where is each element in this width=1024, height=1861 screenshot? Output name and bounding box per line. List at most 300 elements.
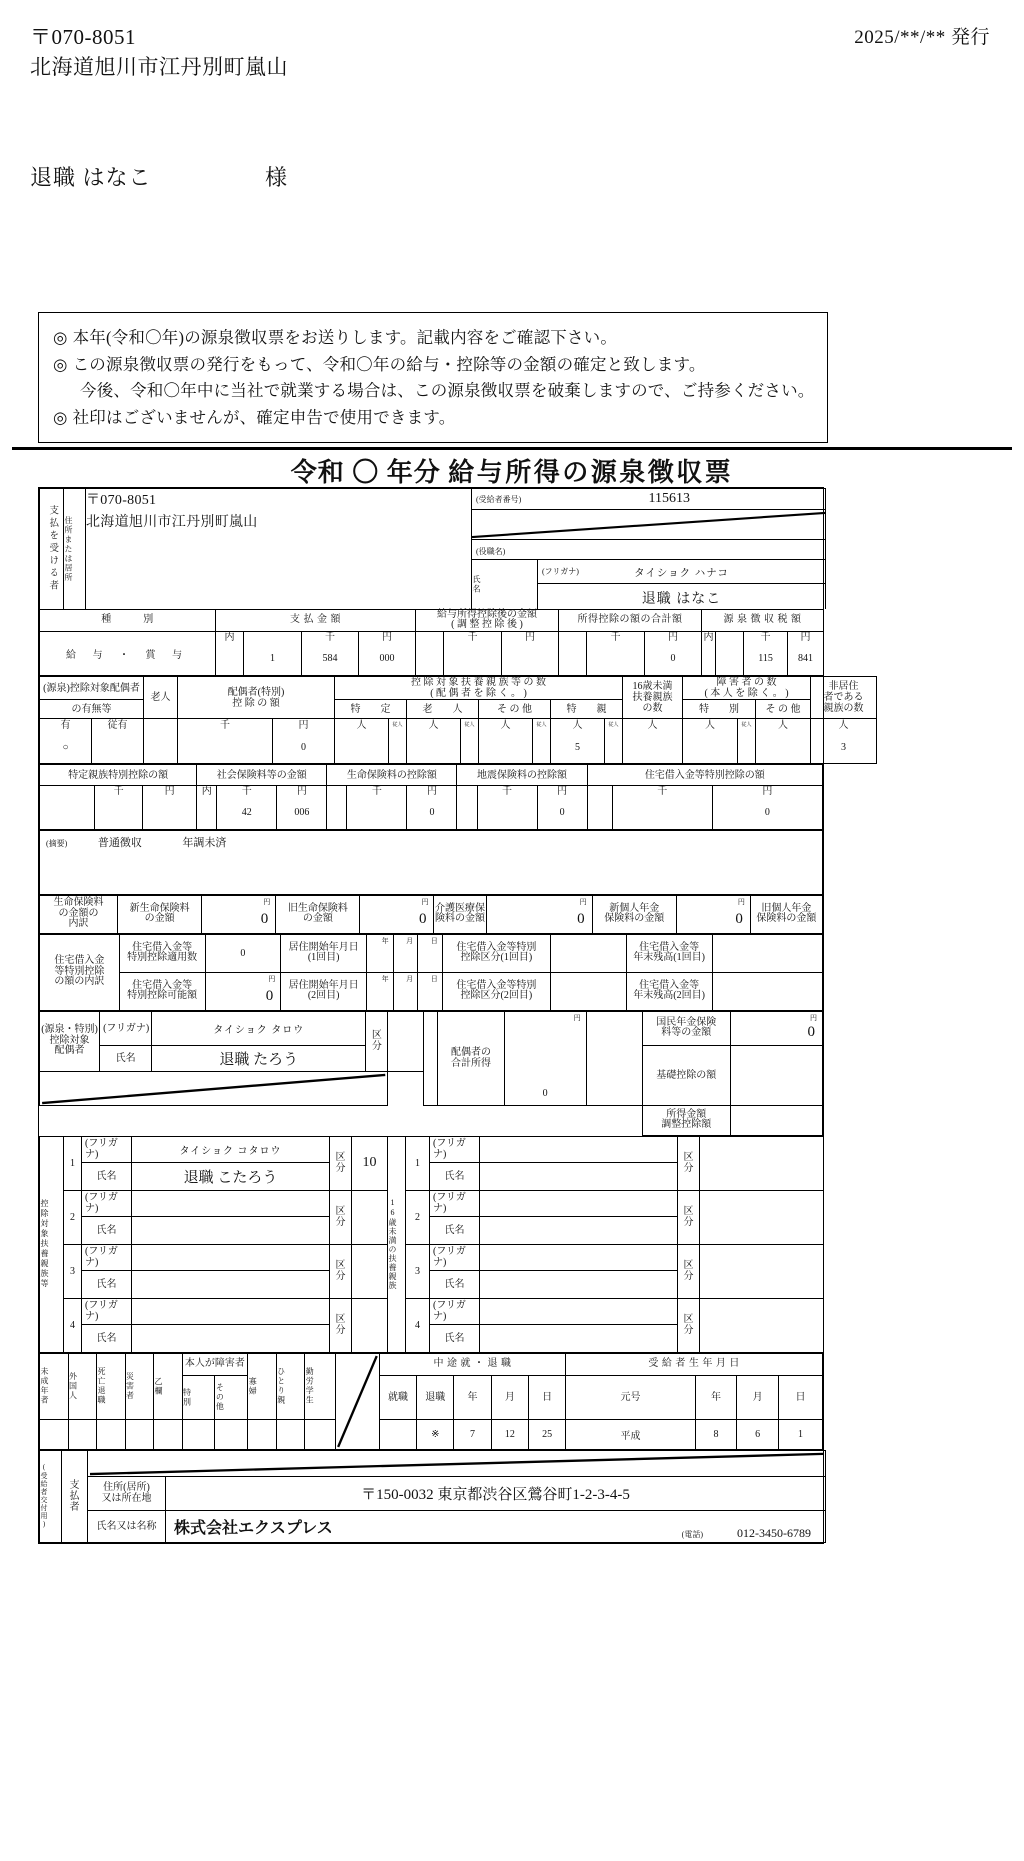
paid-en: 000: [359, 643, 416, 676]
payee-number-cell: [472, 489, 826, 510]
unit-junin-3: 従人: [533, 719, 551, 732]
unit-nin-8: 人: [811, 719, 877, 732]
dep-furigana-4: [132, 1298, 330, 1324]
ins-unit-yen-0: 円: [143, 786, 197, 798]
tax-form: [38, 487, 864, 1544]
ins-val-3-en: 0: [537, 797, 587, 829]
mid-value-year: 7: [454, 1419, 491, 1449]
basic-deduction-value: [730, 1045, 822, 1105]
afterded-en: [502, 643, 559, 676]
dep-r-furigana-label-3: (フリガナ): [430, 1244, 480, 1270]
payee-zip: 〒070-8051: [86, 493, 157, 508]
dep-r-name-3: [480, 1270, 678, 1298]
notice-bullet-icon: ◎: [53, 328, 68, 347]
disabled-col-other: そ の 他: [756, 700, 811, 719]
dep-col-elderly: 老 人: [407, 700, 479, 719]
payer-name-value: 株式会社エクスプレス: [174, 1519, 333, 1537]
insurance-header-1: 社会保険料等の金額: [197, 765, 327, 786]
dep-col-other: そ の 他: [479, 700, 551, 719]
unit-yen4: 円: [788, 631, 824, 643]
issue-date: 2025/**/** 発行: [854, 27, 990, 48]
birth-col-day: 日: [778, 1375, 822, 1419]
unit-yen: 円: [359, 631, 416, 643]
pension-value: 0: [807, 1023, 815, 1040]
status-minor: 未成年者: [40, 1353, 69, 1419]
life-ins-value-3: 0: [735, 910, 743, 927]
dep-row-no-2: 2: [64, 1190, 82, 1244]
housing-r0-year: 年: [367, 934, 394, 972]
disabled-special-nin: [738, 732, 756, 764]
housing-r1-c3-value: [551, 972, 627, 1010]
income-adjust-label: 所得金額 調整控除額: [642, 1105, 730, 1135]
income-section: [39, 609, 824, 677]
status-disabled-special: 特別: [182, 1375, 215, 1419]
payee-side-label: 支払を受ける者: [40, 489, 64, 609]
income-header-paid: 支 払 金 額: [216, 609, 416, 631]
income-header-kind: 種 別: [40, 609, 216, 631]
mid-col-month: 月: [491, 1375, 528, 1419]
unit-junin-2: 従人: [461, 719, 479, 732]
dep-r-name-label-2: 氏名: [430, 1216, 480, 1244]
housing-row-label: 住宅借入金 等特別控除 の額の内訳: [40, 934, 120, 1010]
ins-unit-sen-0: 千: [95, 786, 143, 798]
life-ins-label-2: 介護医療保 険料の金額: [434, 895, 486, 933]
housing-r0-c2-label: 居住開始年月日 (1回目): [281, 934, 367, 972]
mid-value-month: 12: [491, 1419, 528, 1449]
notice-line-2: ◎ この源泉徴収票の発行をもって、令和〇年の給与・控除等の金額の確定と致します。: [53, 354, 706, 374]
ins-val-3-pre: [457, 797, 477, 829]
dep-name-label-1: 氏名: [82, 1162, 132, 1190]
unit-nai2: 内: [703, 631, 714, 643]
unit-nin-7: 人: [756, 719, 811, 732]
insurance-section: [39, 764, 823, 830]
spouse-diagonal-cell: [40, 1071, 388, 1105]
status-disabled-other: その他: [215, 1375, 248, 1419]
remarks-text-2: 年調未済: [182, 836, 227, 849]
dep-r-furigana-4: [480, 1298, 678, 1324]
birth-value-era: 平成: [566, 1419, 695, 1449]
nonresident-count-value: 3: [811, 732, 877, 764]
spouse-dependents-section: [39, 676, 877, 764]
birth-col-month: 月: [737, 1375, 779, 1419]
life-ins-value-1: 0: [418, 910, 427, 927]
insurance-header-0: 特定親族特別控除の額: [40, 765, 197, 786]
ins-val-4-en: 0: [712, 797, 822, 829]
life-ins-value-2-cell: [486, 895, 592, 933]
spouse-furigana-label: (フリガナ): [100, 1011, 152, 1045]
ins-unit-yen-4: 円: [712, 786, 822, 798]
notice-bullet-icon: ◎: [53, 408, 68, 428]
dep-furigana-label-2: (フリガナ): [82, 1190, 132, 1216]
unit-blank4: [716, 631, 744, 643]
addressee-honorific: 様: [265, 164, 289, 190]
spouse-special-amount: 0: [273, 732, 335, 764]
totalded-sen: [587, 643, 645, 676]
payee-furigana-label: (フリガナ): [542, 567, 579, 577]
dep-name-label-4: 氏名: [82, 1324, 132, 1352]
dep-r-kubun-value-2: [700, 1190, 824, 1244]
ins-unit-blank-4: [587, 786, 612, 798]
dep-r-kubun-label-3: 区 分: [678, 1244, 700, 1298]
pension-value-cell: 円 0: [730, 1011, 822, 1045]
dep-name-3: [132, 1270, 330, 1298]
mid-col-retire: 退職: [417, 1375, 454, 1419]
ins-unit-blank-2: [327, 786, 347, 798]
payee-name-cell: [538, 560, 826, 609]
notice-bullet-icon: ◎: [53, 354, 68, 374]
dep-specific-value: [335, 732, 389, 764]
unit-blank3: [559, 631, 587, 643]
spouse-header-2: の有無等: [40, 700, 144, 719]
payee-position-cell: [472, 540, 826, 560]
ins-unit-nai-1: 内: [197, 786, 217, 798]
payee-number-value: 115613: [648, 491, 690, 506]
payer-phone-value: 012-3450-6789: [737, 1525, 811, 1540]
dependents-left-side-label: 控除対象扶養親族等: [40, 1136, 64, 1352]
notice-box: [38, 312, 828, 443]
dep-elderly-ju: [461, 732, 479, 764]
ins-val-2-sen: [347, 797, 407, 829]
housing-r1-c2-label: 居住開始年月日 (2回目): [281, 972, 367, 1010]
dep-furigana-2: [132, 1190, 330, 1216]
housing-r1-c4-label: 住宅借入金等 年末残高(2回目): [626, 972, 712, 1010]
spouse-header-1: (源泉)控除対象配偶者: [40, 677, 144, 700]
spouse-kubun-value: [388, 1011, 424, 1071]
housing-r0-c3-label: 住宅借入金等特別 控除区分(1回目): [442, 934, 550, 972]
insurance-header-4: 住宅借入金等特別控除の額: [587, 765, 822, 786]
housing-r0-c3-value: [551, 934, 627, 972]
under16-count-value: [623, 732, 683, 764]
remarks-label: (摘要): [46, 838, 68, 848]
life-ins-label-0: 新生命保険料 の金額: [118, 895, 202, 933]
life-ins-label-1: 旧生命保険料 の金額: [276, 895, 360, 933]
ins-unit-yen-2: 円: [407, 786, 457, 798]
payee-address-label: 住所または居所: [64, 489, 86, 609]
ins-unit-sen-4: 千: [612, 786, 712, 798]
dep-row-no-4: 4: [64, 1298, 82, 1352]
unit-sen: 千: [302, 631, 359, 643]
status-disaster: 災害者: [125, 1353, 154, 1419]
ins-val-3-sen: [477, 797, 537, 829]
ins-val-0-pre: [40, 797, 95, 829]
dependents-header: 控 除 対 象 扶 養 親 族 等 の 数 ( 配 偶 者 を 除 く 。 ): [335, 677, 623, 700]
ins-unit-blank-3: [457, 786, 477, 798]
ins-unit-blank-0: [40, 786, 95, 798]
unit-sen3: 千: [587, 631, 645, 643]
ins-val-1-pre: [197, 797, 217, 829]
ins-val-0-en: [143, 797, 197, 829]
payer-phone-label: (電話): [681, 1529, 703, 1539]
payer-address-label: 住所(居所) 又は所在地: [88, 1476, 166, 1510]
unit-sen2: 千: [444, 631, 502, 643]
life-ins-value-2: 0: [577, 910, 585, 927]
dep-kubun-value-1: 10: [352, 1136, 388, 1190]
status-minor-value: [40, 1419, 69, 1449]
spouse-income-value-cell: 円 0: [504, 1011, 586, 1105]
mid-col-day: 日: [528, 1375, 565, 1419]
paid-oku: [216, 643, 244, 676]
status-single-parent-value: [276, 1419, 305, 1449]
unit-nin-3: 人: [479, 719, 533, 732]
income-header-withholding: 源 泉 徴 収 税 額: [702, 609, 824, 631]
dep-furigana-label-3: (フリガナ): [82, 1244, 132, 1270]
dep-col-specific: 特 定: [335, 700, 407, 719]
dep-kubun-label-2: 区 分: [330, 1190, 352, 1244]
housing-r1-year: 年: [367, 972, 394, 1010]
birth-value-month: 6: [737, 1419, 779, 1449]
dep-furigana-label-1: (フリガナ): [82, 1136, 132, 1162]
dep-kubun-value-3: [352, 1244, 388, 1298]
dep-r-furigana-1: [480, 1136, 678, 1162]
spouse-detail-section: [39, 1011, 823, 1136]
mid-value-day: 25: [528, 1419, 565, 1449]
income-adjust-value: [730, 1105, 822, 1135]
spouse-kubun-label: 区 分: [366, 1011, 388, 1071]
payer-name-label: 氏名又は名称: [88, 1510, 166, 1542]
housing-r0-c4-value: [712, 934, 822, 972]
payee-furigana-value: タイショク ハナコ: [634, 568, 729, 580]
unit-nin-5: 人: [623, 719, 683, 732]
housing-r0-day: 日: [418, 934, 443, 972]
payee-position-label: (役職名): [476, 546, 506, 556]
ins-val-4-sen: [612, 797, 712, 829]
disabled-special-value: [683, 732, 738, 764]
paid-man: 1: [244, 643, 302, 676]
housing-r0-month: 月: [393, 934, 418, 972]
housing-r1-c4-value: [712, 972, 822, 1010]
status-otsu-value: [154, 1419, 183, 1449]
paid-sen: 584: [302, 643, 359, 676]
birth-header: 受 給 者 生 年 月 日: [566, 1353, 823, 1375]
unit-nin-2: 人: [407, 719, 461, 732]
form-title: [0, 452, 1024, 489]
birth-value-day: 1: [778, 1419, 822, 1449]
unit-nai: 内: [216, 631, 244, 643]
payee-address-cell: [86, 489, 472, 609]
life-ins-value-1-cell: [360, 895, 434, 933]
payee-number-label: (受給者番号): [476, 494, 522, 504]
payer-diagonal: [88, 1450, 826, 1476]
spouse-follow-value: [92, 732, 144, 764]
life-ins-unit-1: 円: [421, 897, 429, 906]
insurance-header-2: 生命保険料の控除額: [327, 765, 457, 786]
dep-r-name-1: [480, 1162, 678, 1190]
housing-r0-c1-label: 住宅借入金等 特別控除適用数: [119, 934, 205, 972]
unit-blank2: [416, 631, 444, 643]
dep-r-name-label-1: 氏名: [430, 1162, 480, 1190]
life-ins-label-4: 旧個人年金 保険料の金額: [750, 895, 822, 933]
dep-r-row-no-3: 3: [406, 1244, 430, 1298]
dep-r-name-2: [480, 1216, 678, 1244]
dep-kubun-value-4: [352, 1298, 388, 1352]
ins-val-1-sen: 42: [217, 797, 277, 829]
status-widow: 寡婦: [248, 1353, 277, 1419]
dep-col-shinzoku: 特 親: [551, 700, 623, 719]
dep-furigana-1: タイショク コタロウ: [132, 1136, 330, 1162]
status-widow-value: [248, 1419, 277, 1449]
disabled-header: 障 害 者 の 数 ( 本 人 を 除 く 。 ): [683, 677, 811, 700]
status-death-retire-value: [97, 1419, 126, 1449]
disabled-other-value: [756, 732, 811, 764]
status-disaster-value: [125, 1419, 154, 1449]
status-working-student: 勤労学生: [305, 1353, 336, 1419]
payer-section: [39, 1450, 826, 1543]
dep-r-furigana-label-1: (フリガナ): [430, 1136, 480, 1162]
unit-yen3: 円: [645, 631, 702, 643]
dep-shinzoku-value: 5: [551, 732, 605, 764]
income-kind-value: 給 与 ・ 賞 与: [40, 631, 216, 676]
letterhead: [0, 0, 1024, 300]
life-ins-value-3-cell: [676, 895, 750, 933]
spouse-income-label: 配偶者の 合計所得: [438, 1011, 504, 1105]
dep-r-name-4: [480, 1324, 678, 1352]
spouse-gap-cell: [424, 1011, 438, 1105]
status-disabled-other-value: [215, 1419, 248, 1449]
unit-nin-1: 人: [335, 719, 389, 732]
withhold-sen: 115: [744, 643, 788, 676]
dep-name-4: [132, 1324, 330, 1352]
housing-loan-section: [39, 934, 823, 1011]
housing-r1-month: 月: [393, 972, 418, 1010]
payer-name-cell: [166, 1510, 826, 1542]
remarks-section: [39, 830, 823, 895]
unit-yen-spouse: 円: [273, 719, 335, 732]
dependents-right-side-label: 16歳未満の扶養親族: [388, 1136, 406, 1352]
mid-join-header: 中 途 就 ・ 退 職: [379, 1353, 565, 1375]
spouse-special-header: 配偶者(特別) 控 除 の 額: [178, 677, 335, 719]
status-single-parent: ひとり親: [276, 1353, 305, 1419]
status-otsu: 乙欄: [154, 1353, 183, 1419]
housing-r0-c4-label: 住宅借入金等 年末残高(1回目): [626, 934, 712, 972]
spouse-row-label-aru: 有: [40, 719, 92, 732]
notice-line-4: ◎ 社印はございませんが、確定申告で使用できます。: [53, 408, 456, 428]
dep-r-row-no-4: 4: [406, 1298, 430, 1352]
dep-other-value: [479, 732, 533, 764]
dep-kubun-label-4: 区 分: [330, 1298, 352, 1352]
housing-r1-c1-value-cell: 円 0: [205, 972, 281, 1010]
totalded-man: [559, 643, 587, 676]
spouse-furigana-value: タイショク タロウ: [152, 1011, 366, 1045]
remarks-cell: [40, 830, 823, 894]
form-title-main: 給与所得の源泉徴収票: [448, 458, 734, 487]
dep-furigana-label-4: (フリガナ): [82, 1298, 132, 1324]
spouse-elderly-value: [144, 732, 178, 764]
dep-elderly-nai: [407, 732, 461, 764]
life-ins-label-3: 新個人年金 保険料の金額: [592, 895, 676, 933]
dep-row-no-1: 1: [64, 1136, 82, 1190]
basic-deduction-label: 基礎控除の額: [642, 1045, 730, 1105]
withhold-en: 841: [788, 643, 824, 676]
dep-r-kubun-label-4: 区 分: [678, 1298, 700, 1352]
afterded-sen: [444, 643, 502, 676]
spouse-income-value: 0: [542, 1087, 548, 1099]
unit-blank: [244, 631, 302, 643]
life-ins-value-0-cell: [202, 895, 276, 933]
payer-side-note: (受給者交付用): [40, 1450, 62, 1542]
notice-line-1: ◎ 本年(令和〇年)の源泉徴収票をお送りします。記載内容をご確認下さい。: [53, 328, 618, 347]
status-foreigner-value: [68, 1419, 97, 1449]
nonresident-header: 非居住 者である 親族の数: [811, 677, 877, 719]
unit-sen-spouse: 千: [178, 719, 273, 732]
ins-val-1-en: 006: [277, 797, 327, 829]
spouse-elderly-header: 老人: [144, 677, 178, 719]
status-disabled-special-value: [182, 1419, 215, 1449]
dep-name-2: [132, 1216, 330, 1244]
dep-r-row-no-2: 2: [406, 1190, 430, 1244]
spouse-blank-col: [586, 1011, 642, 1105]
status-disabled-header: 本人が障害者: [182, 1353, 248, 1375]
dep-kubun-label-3: 区 分: [330, 1244, 352, 1298]
status-death-retire: 死亡退職: [97, 1353, 126, 1419]
life-ins-value-0: 0: [260, 910, 269, 927]
addressee-name: 退職 はなこ: [30, 164, 152, 190]
payee-blank-diagonal: [472, 510, 826, 540]
ins-val-2-pre: [327, 797, 347, 829]
pension-label: 国民年金保険 料等の金額: [642, 1011, 730, 1045]
dep-kubun-value-2: [352, 1190, 388, 1244]
mid-value-retire: ※: [417, 1419, 454, 1449]
spouse-elderly-unit: [144, 719, 178, 732]
totalded-en: 0: [645, 643, 702, 676]
birth-col-era: 元号: [566, 1375, 695, 1419]
ins-unit-sen-2: 千: [347, 786, 407, 798]
addressee: [30, 161, 994, 192]
income-header-after-deduction: 給与所得控除後の金額 ( 調 整 控 除 後 ): [416, 609, 559, 631]
spouse-detail-side-label: (源泉・特別) 控除対象 配偶者: [40, 1011, 100, 1071]
spouse-has-value: ○: [40, 732, 92, 764]
payer-side-label: 支 払 者: [62, 1450, 88, 1542]
form-title-year: 令和 〇 年分: [290, 458, 441, 487]
mid-col-year: 年: [454, 1375, 491, 1419]
ins-val-0-sen: [95, 797, 143, 829]
income-header-total-deduction: 所得控除の額の合計額: [559, 609, 702, 631]
unit-junin-1: 従人: [389, 719, 407, 732]
unit-junin-4: 従人: [605, 719, 623, 732]
housing-r1-c3-label: 住宅借入金等特別 控除区分(2回目): [442, 972, 550, 1010]
dep-r-furigana-2: [480, 1190, 678, 1216]
payee-address: 北海道旭川市江丹別町嵐山: [86, 515, 258, 530]
notice-line-3: 今後、令和〇年中に当社で就業する場合は、この源泉徴収票を破棄しますので、ご持参ください。: [80, 381, 815, 401]
unit-yen2: 円: [502, 631, 559, 643]
dep-r-name-label-3: 氏名: [430, 1270, 480, 1298]
unit-sen4: 千: [744, 631, 788, 643]
dep-furigana-3: [132, 1244, 330, 1270]
payee-name-value: 退職 はなこ: [641, 592, 722, 608]
dep-r-furigana-label-2: (フリガナ): [430, 1190, 480, 1216]
payee-section: [39, 488, 826, 609]
disabled-col-special: 特 別: [683, 700, 756, 719]
status-diagonal: [335, 1353, 379, 1449]
dep-row-no-3: 3: [64, 1244, 82, 1298]
dep-r-kubun-label-2: 区 分: [678, 1190, 700, 1244]
housing-r1-day: 日: [418, 972, 443, 1010]
ins-unit-sen-1: 千: [217, 786, 277, 798]
life-ins-unit-3: 円: [737, 897, 745, 906]
unit-nin-4: 人: [551, 719, 605, 732]
dep-r-kubun-label-1: 区 分: [678, 1136, 700, 1190]
spouse-row-label-juaru: 従有: [92, 719, 144, 732]
ins-unit-sen-3: 千: [477, 786, 537, 798]
mid-col-join: 就職: [379, 1375, 416, 1419]
dep-name-label-3: 氏名: [82, 1270, 132, 1298]
insurance-header-3: 地震保険料の控除額: [457, 765, 587, 786]
life-ins-unit-2: 円: [579, 897, 587, 906]
unit-junin-5: 従人: [738, 719, 756, 732]
payer-address-value: 〒150-0032 東京都渋谷区鶯谷町1-2-3-4-5: [166, 1476, 826, 1510]
dep-r-furigana-label-4: (フリガナ): [430, 1298, 480, 1324]
dep-r-row-no-1: 1: [406, 1136, 430, 1190]
dep-r-kubun-value-1: [700, 1136, 824, 1190]
